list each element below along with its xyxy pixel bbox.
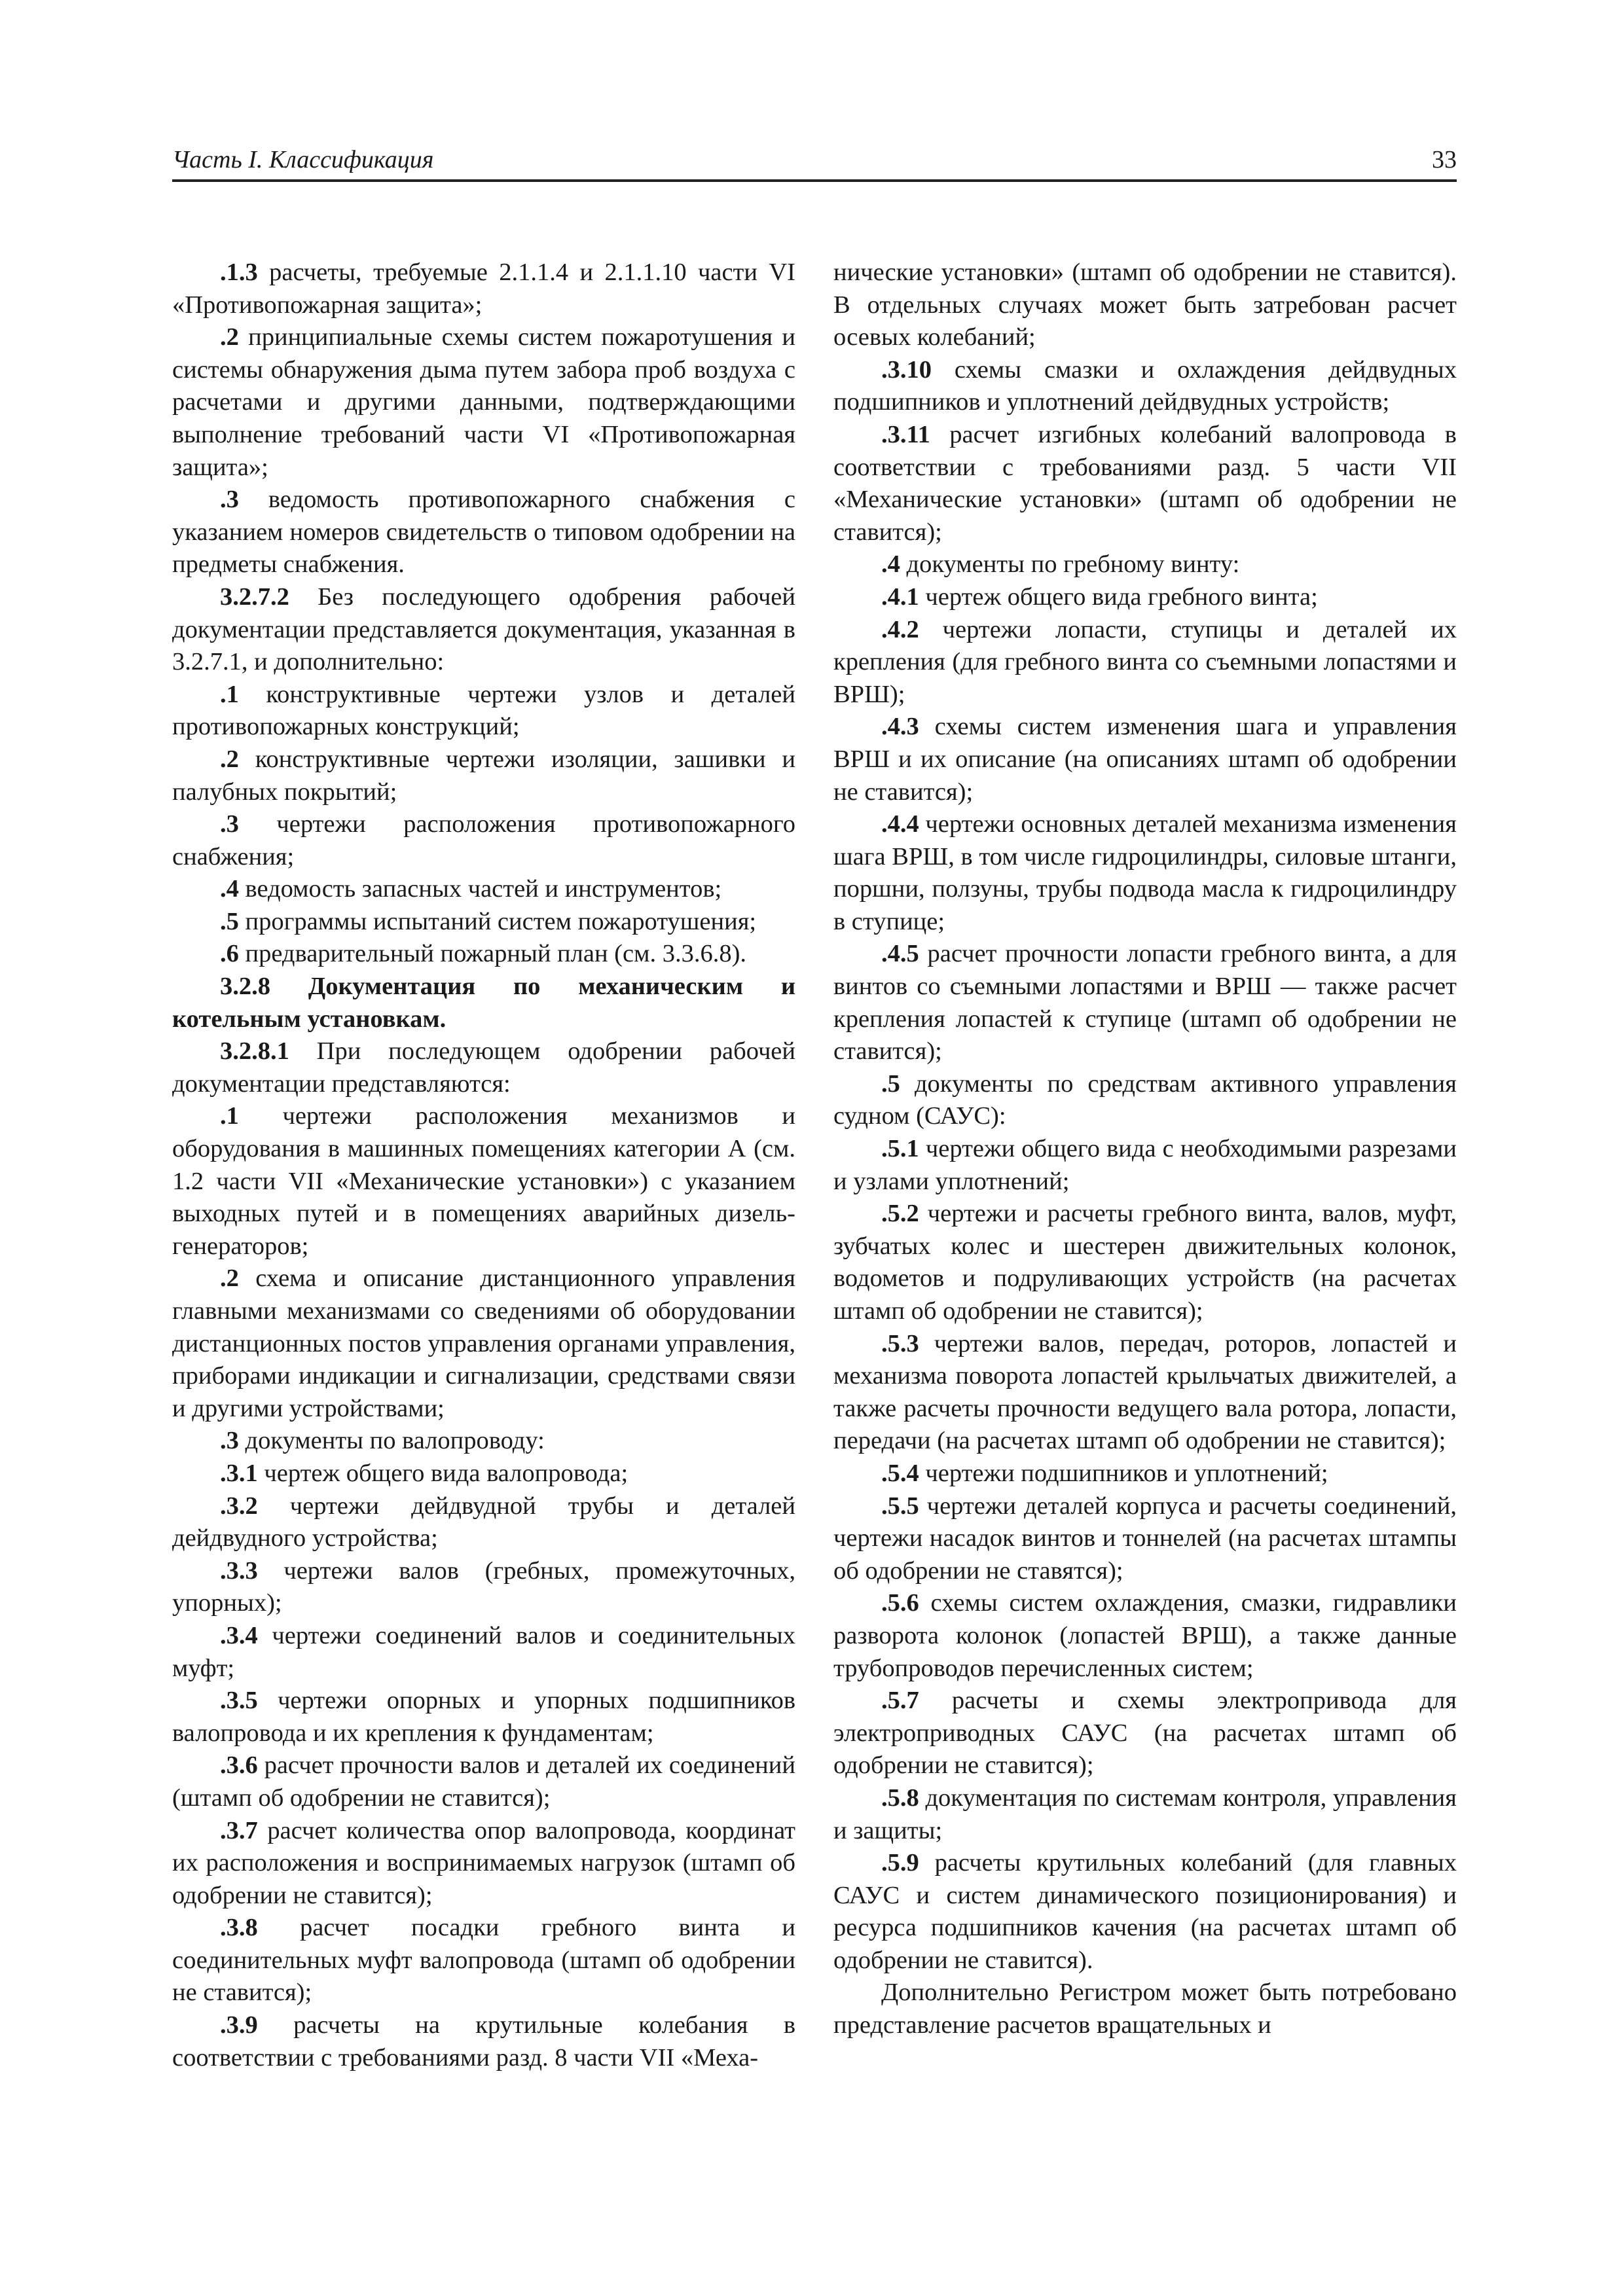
paragraph [833, 711, 1457, 808]
clause-text: чертежи опорных и упорных подшипников валопровода и их крепления к фундаментам; [172, 1687, 795, 1747]
clause-number: .3.10 [881, 355, 932, 384]
clause-number: .5.3 [881, 1329, 919, 1357]
clause-number: .1 [220, 680, 239, 708]
clause-text: чертежи валов, передач, роторов, лопастей и механизма поворота лопастей крыльчатых движителей, а также расчеты прочности ведущего вала ротора, лопасти, передачи (на расчетах штамп об одобрении не ставится); [833, 1329, 1457, 1455]
clause-text: схемы систем охлаждения, смазки, гидравлики разворота колонок (лопастей ВРШ), а также данные трубопроводов перечисленных систем; [833, 1589, 1457, 1682]
paragraph [833, 1458, 1457, 1490]
clause-number: .5.8 [881, 1784, 919, 1812]
clause-text: программы испытаний систем пожаротушения; [238, 907, 757, 935]
clause-text: чертежи основных деталей механизма изменения шага ВРШ, в том числе гидроцилиндры, силовые штанги, поршни, ползуны, трубы подвода масла к гидроцилиндру в ступице; [833, 810, 1457, 935]
clause-text: чертежи деталей корпуса и расчеты соединений, чертежи насадок винтов и тоннелей (на расчетах штампы об одобрении не ставятся); [833, 1492, 1457, 1585]
paragraph [833, 808, 1457, 938]
paragraph [172, 1458, 795, 1490]
paragraph [172, 257, 795, 321]
clause-text: документы по средствам активного управления судном (САУС): [833, 1069, 1457, 1130]
paragraph [172, 873, 795, 906]
clause-text: схема и описание дистанционного управления главными механизмами со сведениями об оборудовании дистанционных постов управления органами управления, приборами индикации и сигнализации, средствами связи и другими устройствами; [172, 1265, 795, 1422]
clause-number: .1.3 [220, 259, 258, 286]
paragraph [172, 321, 795, 484]
paragraph [172, 1490, 795, 1555]
clause-number: .3.7 [220, 1816, 258, 1844]
clause-text: расчет изгибных колебаний валопровода в соответствии с требованиями разд. 5 части VII «Механические установки» (штамп об одобрении не ставится); [833, 420, 1457, 546]
clause-number: .5.9 [881, 1849, 919, 1877]
clause-number: .5 [881, 1069, 900, 1098]
paragraph [172, 1749, 795, 1814]
paragraph [172, 971, 795, 1035]
clause-text: нические установки» (штамп об одобрении не ставится). В отдельных случаях может быть затребован расчет осевых колебаний; [833, 259, 1457, 351]
clause-text: чертежи лопасти, ступицы и деталей их крепления (для гребного винта со съемными лопастями и ВРШ); [833, 615, 1457, 708]
paragraph [833, 354, 1457, 419]
paragraph [172, 744, 795, 808]
paragraph [172, 1425, 795, 1458]
clause-text: чертеж общего вида валопровода; [257, 1459, 629, 1487]
page-number: 33 [1432, 146, 1457, 173]
clause-number: .3.5 [220, 1687, 258, 1715]
clause-number: .3 [220, 486, 239, 514]
clause-text: расчет посадки гребного винта и соединительных муфт валопровода (штамп об одобрении не ставится); [172, 1914, 795, 2007]
clause-number: .3.6 [220, 1751, 258, 1780]
clause-number: .5.1 [881, 1135, 919, 1163]
clause-number: .3.11 [881, 420, 930, 448]
clause-text: расчет прочности валов и деталей их соединений (штамп об одобрении не ставится); [172, 1751, 795, 1812]
paragraph [172, 906, 795, 939]
clause-text: Дополнительно Регистром может быть потребовано представление расчетов вращательных и [833, 1979, 1457, 2039]
clause-number: .5.4 [881, 1459, 919, 1487]
paragraph [833, 581, 1457, 614]
paragraph [172, 1815, 795, 1912]
clause-text: чертежи валов (гребных, промежуточных, упорных); [172, 1556, 795, 1617]
paragraph [172, 484, 795, 581]
clause-number: .4.1 [881, 583, 919, 611]
clause-text: чертежи подшипников и уплотнений; [919, 1459, 1328, 1487]
clause-text: чертежи расположения противопожарного снабжения; [172, 810, 795, 870]
paragraph [172, 679, 795, 744]
clause-number: .4 [881, 550, 900, 579]
paragraph [172, 1620, 795, 1685]
clause-number: .3.9 [220, 2011, 258, 2039]
paragraph [172, 1685, 795, 1749]
clause-number: .4.4 [881, 810, 919, 838]
clause-number: 3.2.7.2 [220, 583, 289, 611]
clause-number: .4.5 [881, 940, 919, 968]
clause-text: чертежи дейдвудной трубы и деталей дейдвудного устройства; [172, 1492, 795, 1552]
clause-number: .3.8 [220, 1914, 258, 1942]
paragraph [172, 1555, 795, 1620]
paragraph [833, 1847, 1457, 1977]
clause-text: конструктивные чертежи узлов и деталей противопожарных конструкций; [172, 680, 795, 741]
paragraph [833, 1068, 1457, 1133]
clause-number: .3.1 [220, 1459, 258, 1487]
clause-text: расчет прочности лопасти гребного винта, а для винтов со съемными лопастями и ВРШ — также расчет крепления лопастей к ступице (штамп об одобрении не ставится); [833, 940, 1457, 1066]
clause-text: принципиальные схемы систем пожаротушения и системы обнаружения дыма путем забора проб воздуха с расчетами и другими данными, подтверждающими выполнение требований части VI «Противопожарная защита»; [172, 323, 795, 481]
clause-text: схемы систем изменения шага и управления ВРШ и их описание (на описаниях штамп об одобрении не ставится); [833, 713, 1457, 806]
right-text-column [833, 257, 1457, 2042]
clause-text: документы по гребному винту: [900, 550, 1240, 579]
paragraph [172, 1912, 795, 2009]
clause-number: .3.3 [220, 1556, 258, 1585]
paragraph [172, 808, 795, 873]
clause-text: чертежи и расчеты гребного винта, валов, муфт, зубчатых колес и шестерен движительных колонок, водометов и подруливающих устройств (на расчетах штамп об одобрении не ставится); [833, 1200, 1457, 1325]
paragraph [833, 1587, 1457, 1685]
clause-number: .4.2 [881, 615, 919, 643]
paragraph [833, 548, 1457, 581]
clause-text: документы по валопроводу: [238, 1427, 545, 1455]
clause-number: .4 [220, 875, 239, 903]
paragraph [833, 1977, 1457, 2041]
clause-number: .5.7 [881, 1687, 919, 1715]
clause-text: ведомость запасных частей и инструментов; [238, 875, 722, 903]
clause-number: .5.5 [881, 1492, 919, 1520]
paragraph [833, 257, 1457, 354]
clause-text: предварительный пожарный план (см. 3.3.6.8). [238, 940, 747, 968]
paragraph [172, 581, 795, 679]
clause-number: .5.6 [881, 1589, 919, 1617]
paragraph [833, 1490, 1457, 1588]
clause-text: чертеж общего вида гребного винта; [919, 583, 1318, 611]
clause-number: .4.3 [881, 713, 919, 741]
clause-text: Без последующего одобрения рабочей документации представляется документация, указанная в 3.2.7.1, и дополнительно: [172, 583, 795, 676]
clause-text: чертежи расположения механизмов и оборудования в машинных помещениях категории А (см. 1.2 части VII «Механические установки») с указанием выходных путей и в помещениях аварийных дизель-генераторов; [172, 1102, 795, 1260]
left-text-column [172, 257, 795, 2074]
paragraph [172, 1035, 795, 1100]
paragraph [833, 1782, 1457, 1847]
paragraph [172, 938, 795, 971]
clause-number: .3.4 [220, 1621, 258, 1649]
paragraph [833, 938, 1457, 1067]
clause-number: .2 [220, 1265, 239, 1293]
clause-text: ведомость противопожарного снабжения с указанием номеров свидетельств о типовом одобрении на предметы снабжения. [172, 486, 795, 579]
clause-text: При последующем одобрении рабочей документации представляются: [172, 1037, 795, 1098]
clause-number: 3.2.8.1 [220, 1037, 289, 1066]
paragraph [833, 1198, 1457, 1327]
paragraph [172, 1263, 795, 1425]
clause-number: .1 [220, 1102, 239, 1130]
clause-number: .3.2 [220, 1492, 258, 1520]
running-header [172, 144, 1457, 182]
clause-text: расчеты, требуемые 2.1.1.4 и 2.1.1.10 части VI «Противопожарная защита»; [172, 259, 795, 319]
paragraph [172, 2009, 795, 2074]
clause-text: расчет количества опор валопровода, координат их расположения и воспринимаемых нагрузок (штамп об одобрении не ставится); [172, 1816, 795, 1909]
clause-number: .6 [220, 940, 239, 968]
clause-text: схемы смазки и охлаждения дейдвудных подшипников и уплотнений дейдвудных устройств; [833, 355, 1457, 416]
clause-number: .5 [220, 907, 239, 935]
header-title: Часть I. Классификация [172, 146, 434, 173]
clause-number: 3.2.8 Документация по механическим и котельным установкам. [172, 973, 795, 1033]
clause-text: расчеты на крутильные колебания в соответствии с требованиями разд. 8 части VII «Меха- [172, 2011, 795, 2072]
clause-text: конструктивные чертежи изоляции, зашивки и палубных покрытий; [172, 745, 795, 806]
paragraph [833, 614, 1457, 711]
paragraph [833, 419, 1457, 548]
clause-number: .2 [220, 323, 239, 351]
clause-text: документация по системам контроля, управления и защиты; [833, 1784, 1457, 1844]
clause-number: .5.2 [881, 1200, 919, 1228]
clause-number: .2 [220, 745, 239, 773]
clause-number: .3 [220, 810, 239, 838]
clause-text: чертежи общего вида с необходимыми разрезами и узлами уплотнений; [833, 1135, 1457, 1195]
clause-text: расчеты и схемы электропривода для электроприводных САУС (на расчетах штамп об одобрении не ставится); [833, 1687, 1457, 1780]
paragraph [833, 1685, 1457, 1782]
clause-text: расчеты крутильных колебаний (для главных САУС и систем динамического позиционирования) и ресурса подшипников качения (на расчетах штамп об одобрении не ставится). [833, 1849, 1457, 1974]
clause-number: .3 [220, 1427, 239, 1455]
paragraph [172, 1100, 795, 1263]
paragraph [833, 1133, 1457, 1198]
paragraph [833, 1328, 1457, 1458]
clause-text: чертежи соединений валов и соединительных муфт; [172, 1621, 795, 1682]
